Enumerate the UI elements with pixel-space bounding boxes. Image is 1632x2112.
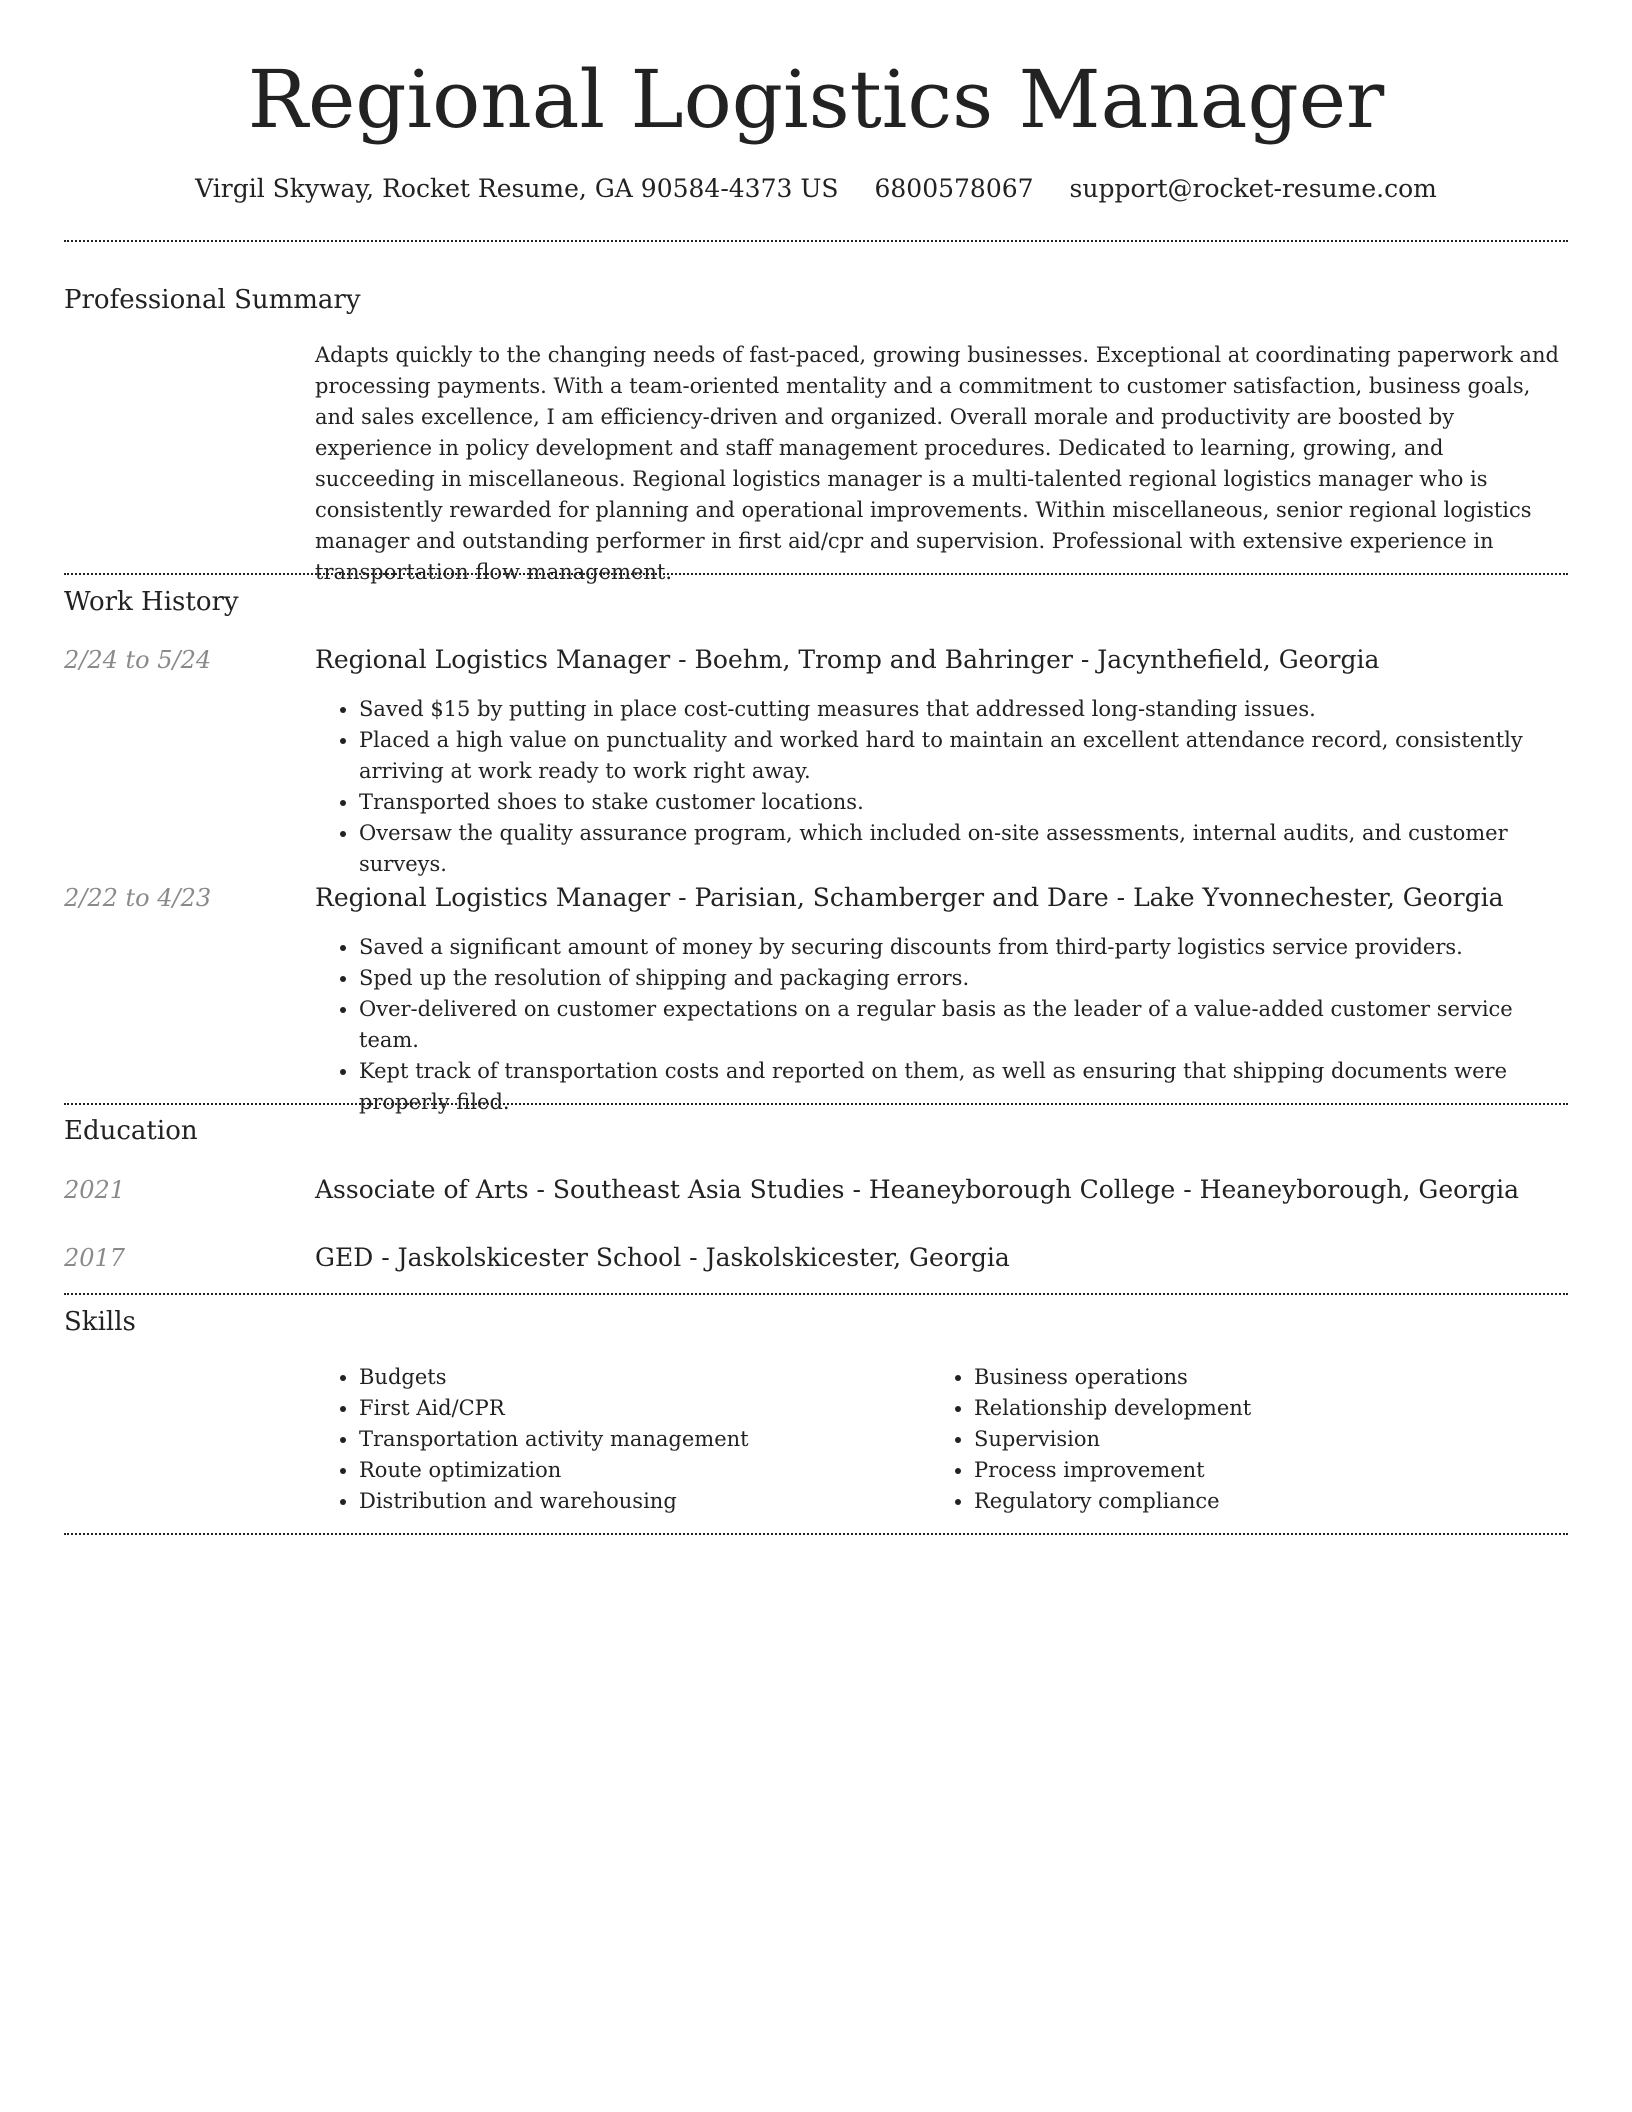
job-dates: 2/22 to 4/23 — [64, 884, 212, 912]
job-bullet: • Over-delivered on customer expectations on a regular basis as the leader of a value-added customer service team. — [359, 994, 1567, 1056]
job-bullets — [315, 932, 1567, 1118]
skill-item: • Relationship development — [974, 1393, 1574, 1424]
job-dates: 2/24 to 5/24 — [64, 646, 212, 674]
section-divider — [64, 1103, 1568, 1105]
section-divider — [64, 1293, 1568, 1295]
education-heading-item: Associate of Arts - Southeast Asia Studies - Heaneyborough College - Heaneyborough, Georgia — [315, 1175, 1520, 1204]
skill-item: • Distribution and warehousing — [359, 1486, 919, 1517]
job-bullet: • Kept track of transportation costs and reported on them, as well as ensuring that shipping documents were properly filed. — [359, 1056, 1567, 1118]
skill-item: • Regulatory compliance — [974, 1486, 1574, 1517]
contact-phone: 6800578067 — [874, 174, 1034, 203]
job-heading: Regional Logistics Manager - Boehm, Tromp and Bahringer - Jacynthefield, Georgia — [315, 645, 1380, 674]
job-bullets — [315, 694, 1567, 880]
skill-item: • Process improvement — [974, 1455, 1574, 1486]
education-heading: Education — [64, 1116, 198, 1146]
skill-item: • Supervision — [974, 1424, 1574, 1455]
job-bullet: • Sped up the resolution of shipping and packaging errors. — [359, 963, 1567, 994]
contact-email: support@rocket-resume.com — [1069, 174, 1437, 203]
job-bullet: • Placed a high value on punctuality and worked hard to maintain an excellent attendance record, consistently arriving at work ready to work right away. — [359, 725, 1567, 787]
education-year: 2021 — [64, 1176, 126, 1204]
job-bullet: • Saved $15 by putting in place cost-cutting measures that addressed long-standing issues. — [359, 694, 1567, 725]
contact-address: Virgil Skyway, Rocket Resume, GA 90584-4373 US — [195, 174, 839, 203]
skills-heading: Skills — [64, 1307, 136, 1337]
education-year: 2017 — [64, 1244, 126, 1272]
resume-header — [0, 0, 1632, 206]
skills-list-right — [930, 1362, 1574, 1517]
skill-item: • Business operations — [974, 1362, 1574, 1393]
section-divider — [64, 240, 1568, 242]
candidate-title: Regional Logistics Manager — [247, 53, 1385, 146]
section-divider — [64, 573, 1568, 575]
skill-item: • First Aid/CPR — [359, 1393, 919, 1424]
job-bullet: • Saved a significant amount of money by securing discounts from third-party logistics service providers. — [359, 932, 1567, 963]
section-divider — [64, 1533, 1568, 1535]
contact-line — [0, 172, 1632, 206]
job-bullet: • Transported shoes to stake customer locations. — [359, 787, 1567, 818]
skill-item: • Route optimization — [359, 1455, 919, 1486]
education-heading-item: GED - Jaskolskicester School - Jaskolskicester, Georgia — [315, 1243, 1010, 1272]
skills-list-left — [315, 1362, 919, 1517]
skill-item: • Transportation activity management — [359, 1424, 919, 1455]
job-heading: Regional Logistics Manager - Parisian, Schamberger and Dare - Lake Yvonnechester, Georgia — [315, 883, 1504, 912]
summary-heading: Professional Summary — [64, 285, 361, 315]
summary-text: Adapts quickly to the changing needs of fast-paced, growing businesses. Exceptional at coordinating paperwork and processing payments. With a team-oriented mentality and a commitment to customer satisfaction, business goals, and sales excellence, I am efficiency-driven and organized. Overall morale and productivity are boosted by experience in policy development and staff management procedures. Dedicated to learning, growing, and succeeding in miscellaneous. Regional logistics manager is a multi-talented regional logistics manager who is consistently rewarded for planning and operational improvements. Within miscellaneous, senior regional logistics manager and outstanding performer in first aid/cpr and supervision. Professional with extensive experience in transportation flow management. — [315, 343, 1559, 584]
skill-item: • Budgets — [359, 1362, 919, 1393]
job-bullet: • Oversaw the quality assurance program, which included on-site assessments, internal audits, and customer surveys. — [359, 818, 1567, 880]
work-history-heading: Work History — [64, 587, 239, 617]
